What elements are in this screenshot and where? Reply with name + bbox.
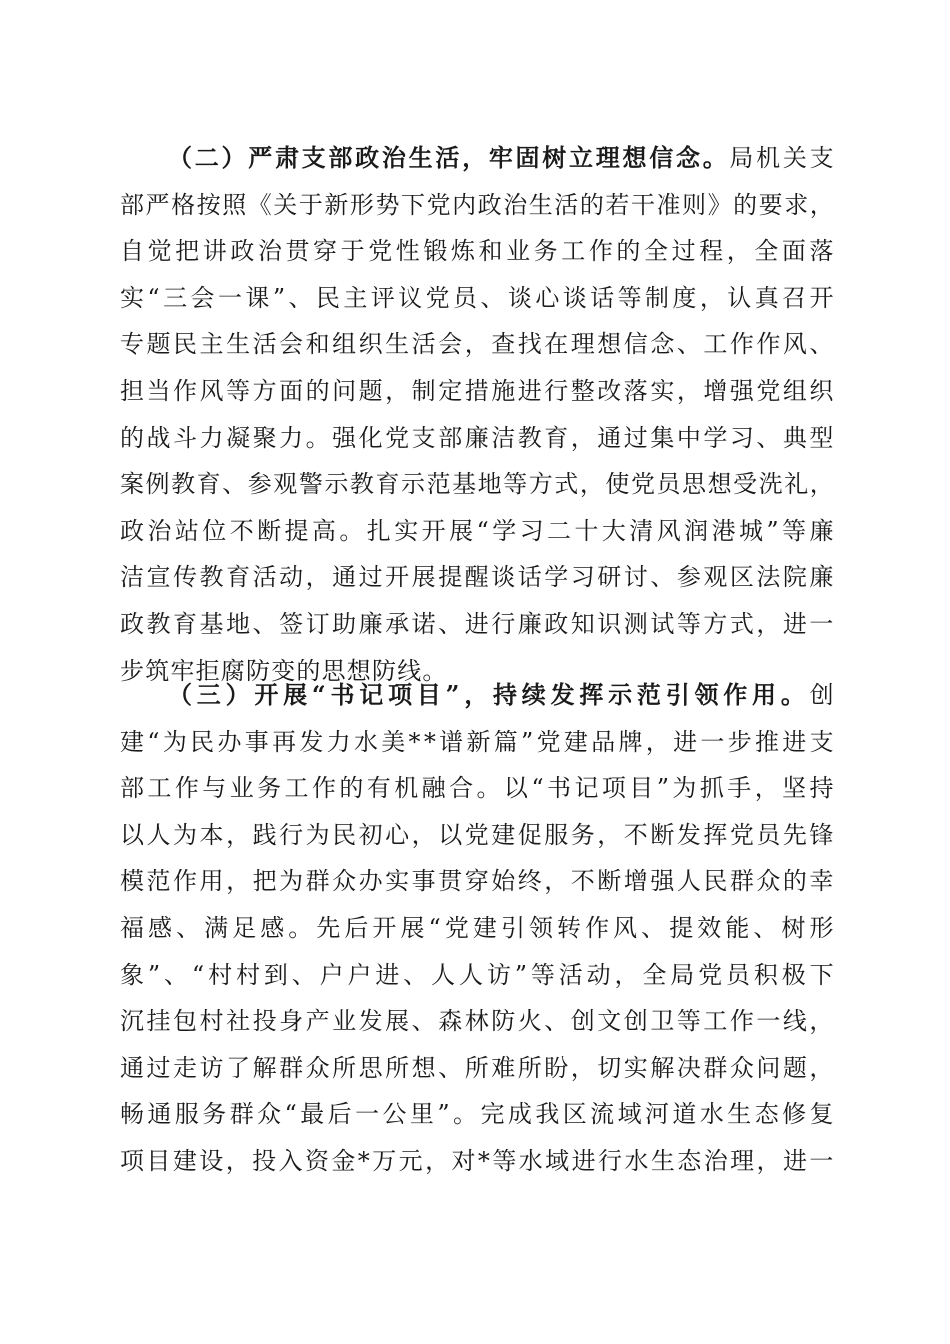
paragraph-2 [120, 135, 835, 694]
paragraph-2-line-3: 自 觉 把 讲 政 治 贯 穿 于 党 性 锻 炼 和 业 务 工 作 的 全 过 程 ， 全 面 落 [120, 237, 835, 266]
paragraph-2-line-1: （ 二 ） 严 肃 支 部 政 治 生 活 ， 牢 固 树 立 理 想 信 念 。 局 机 关 支 [168, 143, 835, 172]
paragraph-2-line-4: 实 “ 三 会 一 课 ” 、 民 主 评 议 党 员 、 谈 心 谈 话 等 制 度 ， 认 真 召 开 [120, 283, 835, 312]
paragraph-3-line-8: 沉 挂 包 村 社 投 身 产 业 发 展 、 森 林 防 火 、 创 文 创 卫 等 工 作 一 线 ， [120, 1007, 835, 1036]
paragraph-2-line-6: 担 当 作 风 等 方 面 的 问 题 ， 制 定 措 施 进 行 整 改 落 实 ， 增 强 党 组 织 [120, 376, 835, 405]
paragraph-2-line-11: 政 教 育 基 地 、 签 订 助 廉 承 诺 、 进 行 廉 政 知 识 测 试 等 方 式 ， 进 一 [120, 609, 835, 638]
paragraph-2-line-5: 专 题 民 主 生 活 会 和 组 织 生 活 会 ， 查 找 在 理 想 信 念 、 工 作 作 风 、 [120, 330, 835, 359]
paragraph-3-line-1: （ 三 ） 开 展 “ 书 记 项 目 ” ， 持 续 发 挥 示 范 引 领 作 用 。 创 [168, 680, 835, 709]
paragraph-3-line-6: 福 感 、 满 足 感 。 先 后 开 展 “ 党 建 引 领 转 作 风 、 提 效 能 、 树 形 [120, 913, 835, 942]
paragraph-3-line-10: 畅 通 服 务 群 众 “ 最 后 一 公 里 ” 。 完 成 我 区 流 域 河 道 水 生 态 修 复 [120, 1100, 835, 1129]
paragraph-2-line-9: 政 治 站 位 不 断 提 高 。 扎 实 开 展 “ 学 习 二 十 大 清 风 润 港 城 ” 等 廉 [120, 516, 835, 545]
paragraph-3-line-5: 模 范 作 用 ， 把 为 群 众 办 实 事 贯 穿 始 终 ， 不 断 增 强 人 民 群 众 的 幸 [120, 867, 835, 896]
paragraph-3-line-3: 部 工 作 与 业 务 工 作 的 有 机 融 合 。 以 “ 书 记 项 目 ” 为 抓 手 ， 坚 持 [120, 774, 835, 803]
paragraph-3-line-7: 象 ” 、 “ 村 村 到 、 户 户 进 、 人 人 访 ” 等 活 动 ， 全 局 党 员 积 极 下 [120, 960, 835, 989]
paragraph-2-line-7: 的 战 斗 力 凝 聚 力 。 强 化 党 支 部 廉 洁 教 育 ， 通 过 集 中 学 习 、 典 型 [120, 423, 835, 452]
paragraph-3-line-11: 项 目 建 设 ， 投 入 资 金 * 万 元 ， 对 * 等 水 域 进 行 水 生 态 治 理 ， 进 一 [120, 1146, 835, 1175]
paragraph-3 [120, 672, 835, 1185]
paragraph-3-line-9: 通 过 走 访 了 解 群 众 所 思 所 想 、 所 难 所 盼 ， 切 实 解 决 群 众 问 题 ， [120, 1053, 835, 1082]
paragraph-2-line-2: 部 严 格 按 照 《 关 于 新 形 势 下 党 内 政 治 生 活 的 若 干 准 则 》 的 要 求 ， [120, 190, 835, 219]
paragraph-2-line-8: 案 例 教 育 、 参 观 警 示 教 育 示 范 基 地 等 方 式 ， 使 党 员 思 想 受 洗 礼 ， [120, 470, 835, 499]
paragraph-2-line-12: 步筑牢拒腐防变的思想防线。 [120, 656, 448, 685]
paragraph-3-line-2: 建 “ 为 民 办 事 再 发 力 水 美 * * 谱 新 篇 ” 党 建 品 牌 ， 进 一 步 推 进 支 [120, 727, 835, 756]
paragraph-2-line-10: 洁 宣 传 教 育 活 动 ， 通 过 开 展 提 醒 谈 话 学 习 研 讨 、 参 观 区 法 院 廉 [120, 563, 835, 592]
paragraph-3-line-4: 以 人 为 本 ， 践 行 为 民 初 心 ， 以 党 建 促 服 务 ， 不 断 发 挥 党 员 先 锋 [120, 820, 835, 849]
